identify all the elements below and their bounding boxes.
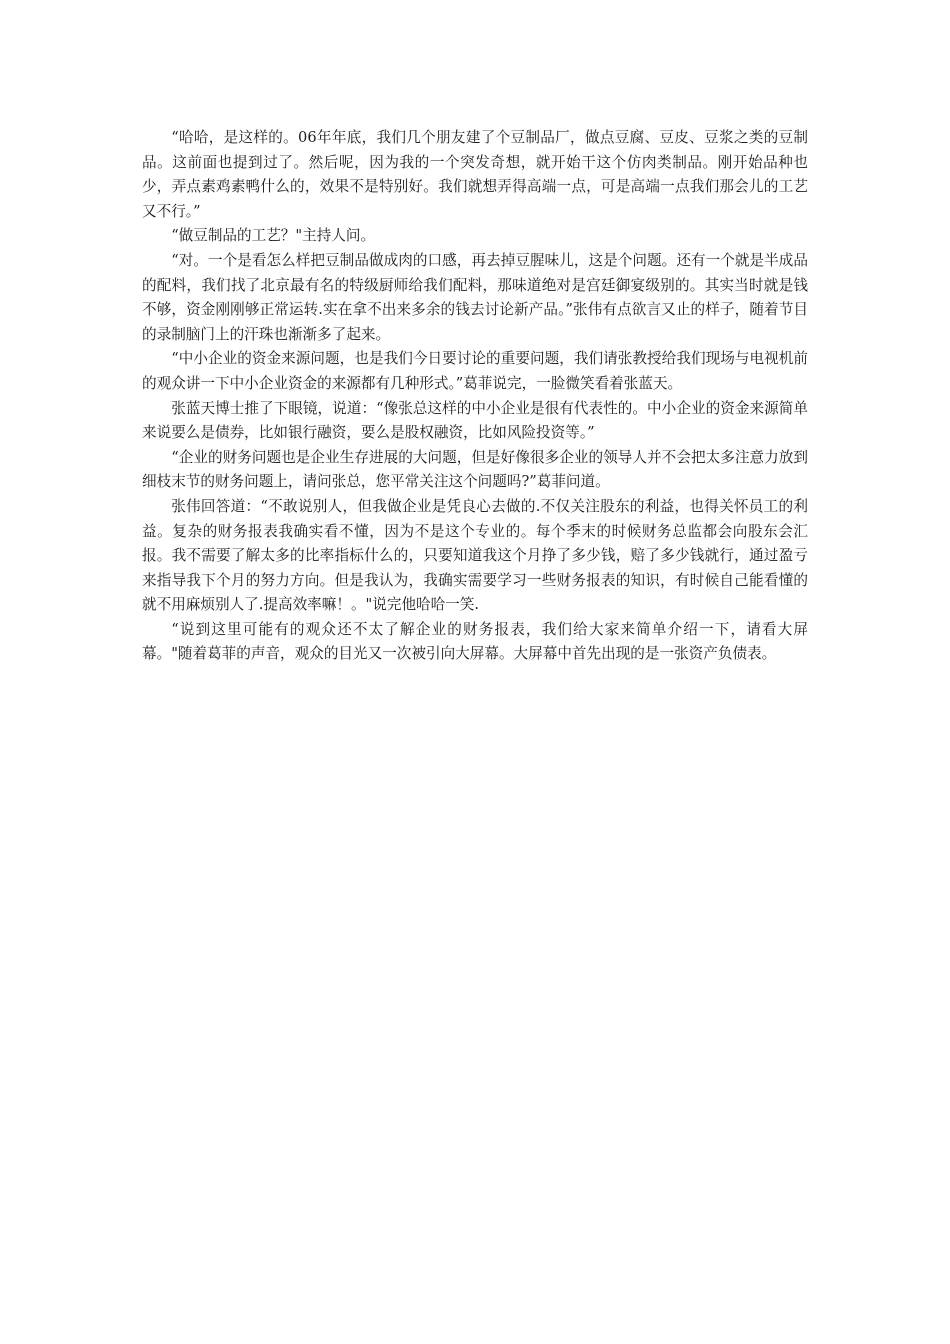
paragraph-6: “企业的财务问题也是企业生存进展的大问题，但是好像很多企业的领导人并不会把太多注意力放到细枝末节的财务问题上，请问张总，您平常关注这个问题吗?”葛菲问道。 (142, 448, 808, 491)
paragraph-5: 张蓝天博士推了下眼镜，说道：“像张总这样的中小企业是很有代表性的。中小企业的资金来源简单来说要么是债券，比如银行融资，要么是股权融资，比如风险投资等。” (142, 399, 808, 442)
paragraph-7: 张伟回答道：“不敢说别人，但我做企业是凭良心去做的.不仅关注股东的利益，也得关怀员工的利益。复杂的财务报表我确实看不懂，因为不是这个专业的。每个季末的时候财务总监都会向股东会汇报。我不需要了解太多的比率指标什么的，只要知道我这个月挣了多少钱，赔了多少钱就行，通过盈亏来指导我下个月的努力方向。但是我认为，我确实需要学习一些财务报表的知识，有时候自己能看懂的就不用麻烦别人了.提高效率嘛！。"说完他哈哈一笑. (142, 497, 808, 614)
document-body (142, 126, 808, 667)
paragraph-4: “中小企业的资金来源问题，也是我们今日要讨论的重要问题，我们请张教授给我们现场与电视机前的观众讲一下中小企业资金的来源都有几种形式。”葛菲说完，一脸微笑看着张蓝天。 (142, 350, 808, 392)
paragraph-2: “做豆制品的工艺？"主持人问。 (171, 227, 376, 245)
paragraph-8: “说到这里可能有的观众还不太了解企业的财务报表，我们给大家来简单介绍一下，请看大屏幕。"随着葛菲的声音，观众的目光又一次被引向大屏幕。大屏幕中首先出现的是一张资产负债表。 (142, 620, 808, 663)
paragraph-1: “哈哈，是这样的。06年年底，我们几个朋友建了个豆制品厂，做点豆腐、豆皮、豆浆之类的豆制品。这前面也提到过了。然后呢，因为我的一个突发奇想，就开始干这个仿肉类制品。刚开始品种也少，弄点素鸡素鸭什么的，效果不是特别好。我们就想弄得高端一点，可是高端一点我们那会儿的工艺又不行。” (142, 129, 808, 220)
paragraph-3: “对。一个是看怎么样把豆制品做成肉的口感，再去掉豆腥味儿，这是个问题。还有一个就是半成品的配料，我们找了北京最有名的特级厨师给我们配料，那味道绝对是宫廷御宴级别的。其实当时就是钱不够，资金刚刚够正常运转.实在拿不出来多余的钱去讨论新产品。”张伟有点欲言又止的样子，随着节目的录制脑门上的汗珠也渐渐多了起来。 (142, 251, 808, 343)
